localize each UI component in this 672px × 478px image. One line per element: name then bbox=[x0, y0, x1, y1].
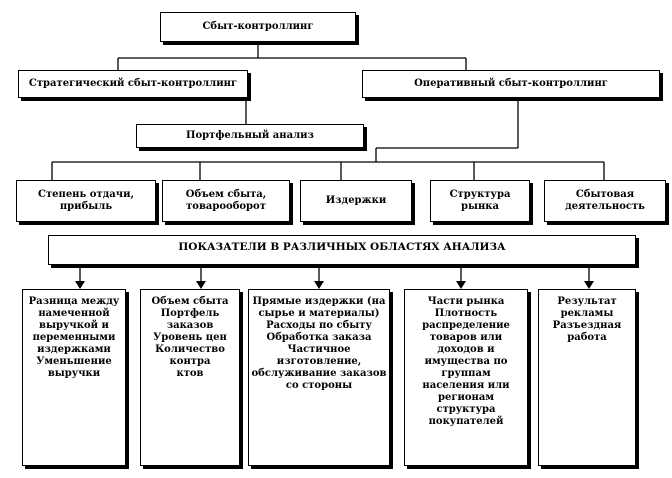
arrow-head-4 bbox=[456, 281, 466, 289]
indicator-box-3 bbox=[248, 289, 390, 466]
indicators-header bbox=[48, 235, 636, 265]
indicator-text-4: Части рынка Плотность распределение товаров или доходов и имущества по группам населения или регионам структура покупателей bbox=[422, 296, 510, 427]
arrow-head-3 bbox=[314, 281, 324, 289]
arrow-head-2 bbox=[196, 281, 206, 289]
arrow-head-5 bbox=[584, 281, 594, 289]
category-node-3 bbox=[300, 180, 412, 222]
indicator-box-1 bbox=[22, 289, 126, 466]
category-label-3: Издержки bbox=[325, 195, 387, 206]
indicator-box-2 bbox=[140, 289, 240, 466]
category-label-1: Степень отдачи, прибыль bbox=[37, 189, 134, 212]
indicators-header-label: ПОКАЗАТЕЛИ В РАЗЛИЧНЫХ ОБЛАСТЯХ АНАЛИЗА bbox=[178, 241, 506, 253]
indicator-box-4 bbox=[404, 289, 528, 466]
category-node-2 bbox=[162, 180, 290, 222]
category-label-4: Структура рынка bbox=[449, 189, 511, 212]
indicator-text-1: Разница между намеченной выручкой и переменными издержками Уменьшение выручки bbox=[28, 296, 120, 379]
category-label-2: Объем сбыта, товарооборот bbox=[185, 189, 267, 212]
portfolio-label: Портфельный анализ bbox=[186, 130, 314, 141]
indicator-text-2: Объем сбыта Портфель заказов Уровень цен Количество контра ктов bbox=[151, 296, 229, 379]
strategic-label: Стратегический сбыт-контроллинг bbox=[28, 78, 238, 89]
operational-label: Оперативный сбыт-контроллинг bbox=[414, 78, 608, 89]
root-label: Сбыт-контроллинг bbox=[202, 21, 314, 32]
arrow-head-1 bbox=[75, 281, 85, 289]
indicator-text-3: Прямые издержки (на сырье и материалы) Расходы по сбыту Обработка заказа Частичное изготовление, обслуживание заказов со стороны bbox=[251, 296, 387, 391]
category-node-5 bbox=[544, 180, 666, 222]
portfolio-node bbox=[136, 124, 364, 148]
indicator-text-5: Результат рекламы Разъездная работа bbox=[552, 296, 622, 343]
category-label-5: Сбытовая деятельность bbox=[565, 189, 645, 212]
operational-node bbox=[362, 70, 660, 98]
category-node-1 bbox=[16, 180, 156, 222]
strategic-node bbox=[18, 70, 248, 98]
category-node-4 bbox=[430, 180, 530, 222]
indicator-box-5 bbox=[538, 289, 636, 466]
root-node bbox=[160, 12, 356, 42]
